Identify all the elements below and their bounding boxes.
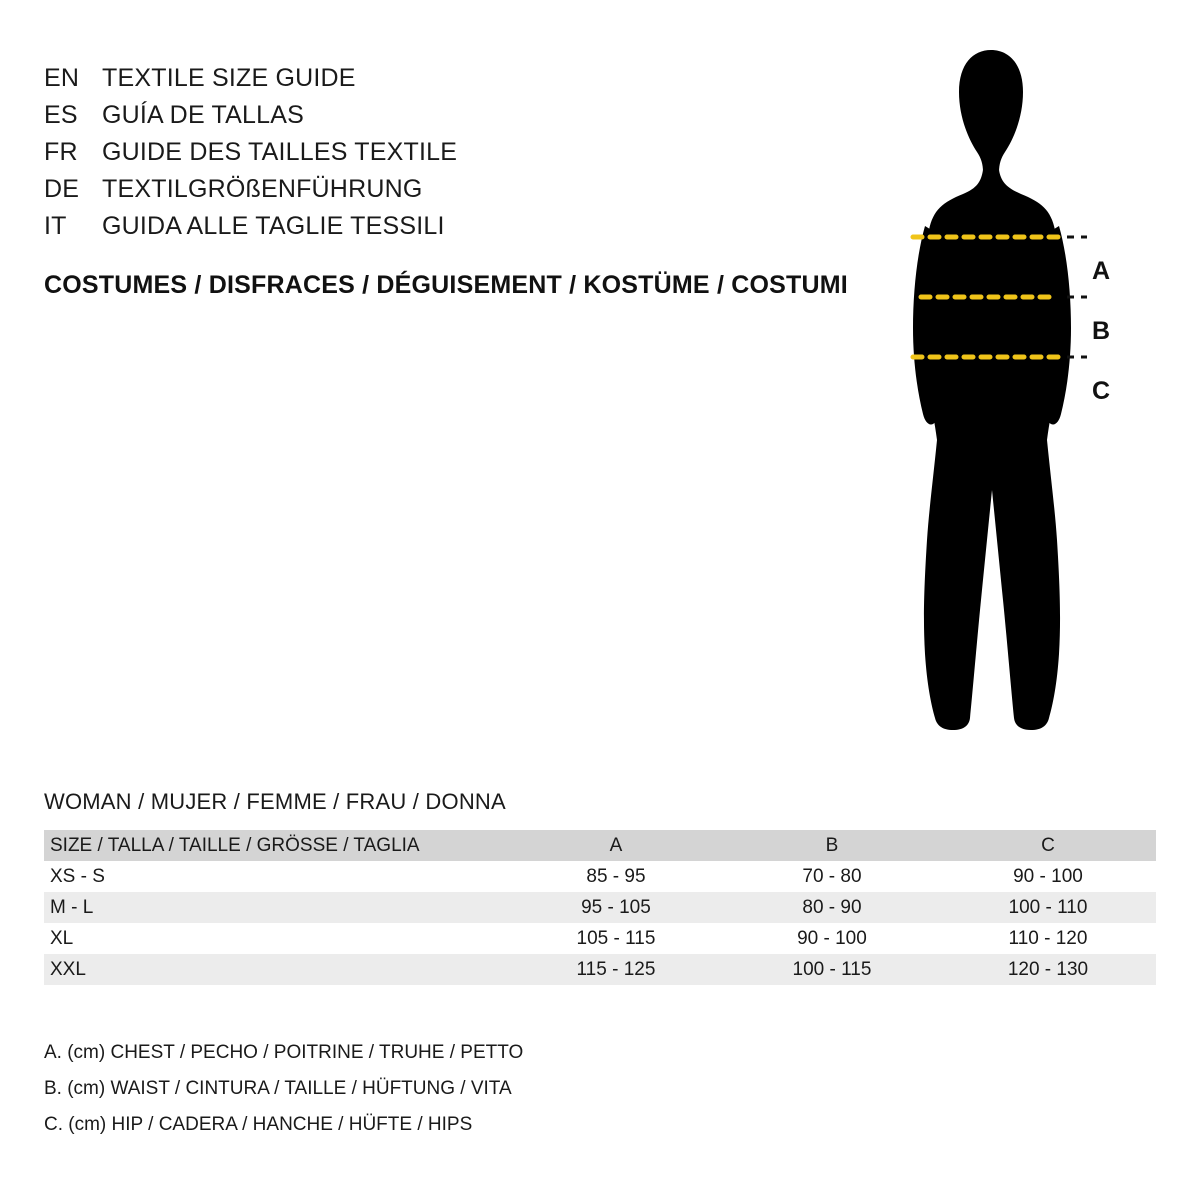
language-code-it: IT [44, 212, 67, 240]
language-list [44, 60, 844, 245]
language-row-it [44, 208, 844, 245]
costumes-subtitle: COSTUMES / DISFRACES / DÉGUISEMENT / KOSTÜME / COSTUMI [44, 271, 848, 299]
table-row [44, 954, 1156, 985]
cell-b: 80 - 90 [802, 896, 862, 918]
language-text-de: TEXTILGRÖßENFÜHRUNG [102, 175, 423, 203]
language-text-fr: GUIDE DES TAILLES TEXTILE [102, 138, 458, 166]
body-figure [855, 40, 1175, 740]
cell-b: 70 - 80 [802, 865, 862, 887]
language-text-it: GUIDA ALLE TAGLIE TESSILI [102, 212, 445, 240]
cell-c: 90 - 100 [1013, 865, 1083, 887]
language-code-es: ES [44, 101, 78, 129]
cell-a: 105 - 115 [576, 927, 656, 949]
language-row-es [44, 97, 844, 134]
measure-label-a: A [1092, 257, 1111, 285]
measure-label-c: C [1092, 377, 1111, 405]
legend-row-a: A. (cm) CHEST / PECHO / POITRINE / TRUHE / PETTO [44, 1042, 524, 1063]
cell-c: 100 - 110 [1008, 896, 1088, 918]
woman-silhouette-icon [855, 40, 1175, 740]
language-code-de: DE [44, 175, 80, 203]
cell-b: 100 - 115 [792, 958, 872, 980]
cell-size: XS - S [50, 865, 105, 887]
size-table [44, 830, 1156, 985]
table-row [44, 861, 1156, 892]
cell-size: M - L [50, 896, 94, 918]
table-row [44, 892, 1156, 923]
language-text-es: GUÍA DE TALLAS [102, 101, 304, 129]
legend-row-b: B. (cm) WAIST / CINTURA / TAILLE / HÜFTUNG / VITA [44, 1078, 512, 1099]
cell-size: XL [50, 927, 74, 949]
table-header-row [44, 830, 1156, 861]
language-text-en: TEXTILE SIZE GUIDE [102, 64, 356, 92]
language-row-fr [44, 134, 844, 171]
measure-label-b: B [1092, 317, 1111, 345]
cell-a: 115 - 125 [576, 958, 656, 980]
cell-a: 95 - 105 [581, 896, 651, 918]
table-row [44, 923, 1156, 954]
column-header-b: B [825, 834, 839, 856]
cell-a: 85 - 95 [586, 865, 646, 887]
cell-b: 90 - 100 [797, 927, 867, 949]
table-section-title: WOMAN / MUJER / FEMME / FRAU / DONNA [44, 789, 506, 814]
column-header-size: SIZE / TALLA / TAILLE / GRÖSSE / TAGLIA [50, 834, 420, 856]
cell-c: 110 - 120 [1008, 927, 1088, 949]
language-code-en: EN [44, 64, 80, 92]
language-row-de [44, 171, 844, 208]
cell-c: 120 - 130 [1007, 958, 1089, 980]
language-row-en [44, 60, 844, 97]
column-header-c: C [1041, 834, 1055, 856]
measurement-legend [44, 1035, 523, 1143]
cell-size: XXL [50, 958, 86, 980]
language-code-fr: FR [44, 138, 78, 166]
column-header-a: A [609, 834, 623, 856]
legend-row-c: C. (cm) HIP / CADERA / HANCHE / HÜFTE / HIPS [44, 1114, 473, 1135]
